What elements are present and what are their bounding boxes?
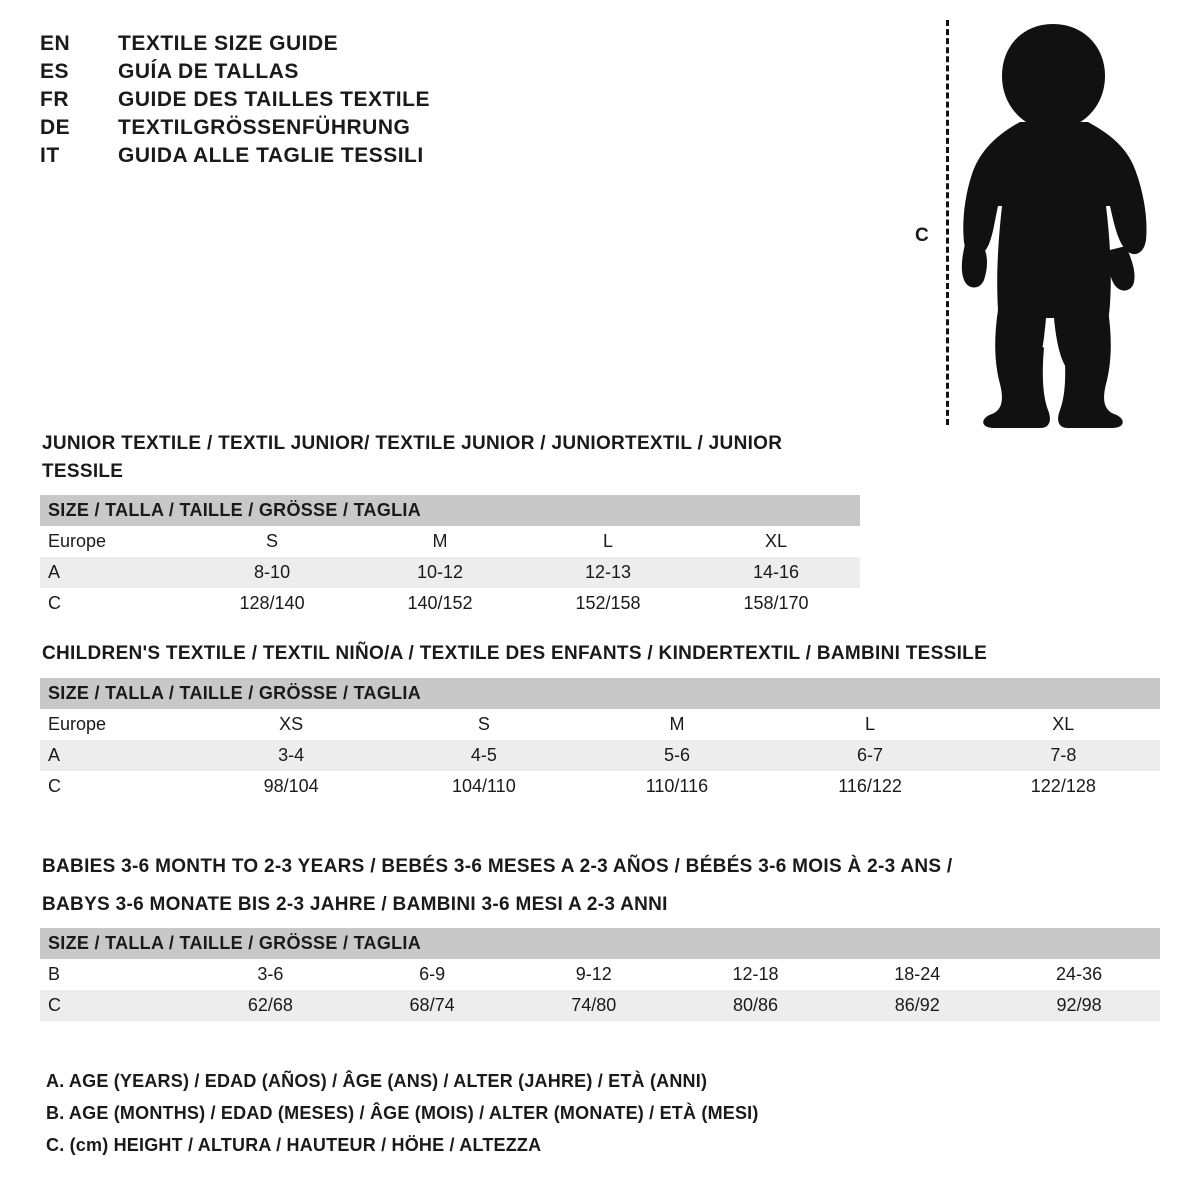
table-row: [40, 709, 1160, 740]
height-measure-label: C: [915, 225, 929, 246]
cell: 122/128: [1030, 775, 1096, 796]
cell: 128/140: [239, 593, 305, 614]
table-band-row: [40, 678, 1160, 709]
cell: 140/152: [407, 593, 473, 614]
cell: 24-36: [1056, 964, 1103, 985]
legend-line-c: C. (cm) HEIGHT / ALTURA / HAUTEUR / HÖHE / ALTEZZA: [46, 1135, 542, 1155]
cell: M: [432, 531, 448, 552]
child-silhouette-icon: [950, 18, 1160, 428]
section-heading: JUNIOR TEXTILE / TEXTIL JUNIOR/ TEXTILE JUNIOR / JUNIORTEXTIL / JUNIOR TESSILE: [42, 433, 783, 482]
table-band-label: SIZE / TALLA / TAILLE / GRÖSSE / TAGLIA: [40, 928, 1160, 959]
language-title: GUIDE DES TAILLES TEXTILE: [118, 88, 430, 111]
cell: 7-8: [1050, 744, 1077, 765]
cell: 68/74: [409, 995, 455, 1016]
section-junior-textile: [40, 430, 860, 645]
table-band-label: SIZE / TALLA / TAILLE / GRÖSSE / TAGLIA: [40, 678, 1160, 709]
section-childrens-textile: [40, 640, 1160, 828]
cell: 14-16: [752, 562, 800, 583]
language-code: FR: [40, 88, 69, 111]
cell: 8-10: [254, 562, 291, 583]
table-row: [40, 740, 1160, 771]
cell: 86/92: [894, 995, 940, 1016]
cell: 3-4: [278, 744, 305, 765]
cell: 104/110: [451, 775, 516, 796]
cell: 74/80: [571, 995, 617, 1016]
language-code: ES: [40, 60, 70, 83]
row-label: A: [48, 562, 61, 583]
cell: 12-13: [584, 562, 632, 583]
table-band-label: SIZE / TALLA / TAILLE / GRÖSSE / TAGLIA: [40, 495, 860, 526]
row-label: C: [48, 995, 61, 1016]
table-row: [40, 771, 1160, 802]
row-label: C: [48, 775, 61, 796]
section-babies-textile: [40, 853, 1160, 1047]
legend-block: [40, 1071, 1040, 1167]
junior-size-table: [40, 495, 860, 619]
cell: 98/104: [263, 775, 319, 796]
cell: 62/68: [247, 995, 293, 1016]
cell: 9-12: [575, 964, 612, 985]
measure-dashed-line: [946, 20, 949, 425]
cell: 10-12: [417, 562, 464, 583]
cell: L: [602, 531, 613, 552]
cell: XS: [279, 713, 304, 734]
cell: L: [865, 713, 876, 734]
cell: 6-7: [857, 744, 884, 765]
table-band-row: [40, 928, 1160, 959]
cell: 4-5: [470, 744, 497, 765]
language-row: [40, 32, 600, 56]
cell: XL: [1052, 713, 1075, 734]
language-title: GUIDA ALLE TAGLIE TESSILI: [118, 144, 424, 167]
language-row: [40, 144, 600, 168]
language-code: EN: [40, 32, 71, 55]
cell: S: [477, 713, 490, 734]
table-row: [40, 526, 860, 557]
height-measure-figure: [890, 10, 1170, 430]
cell: 158/170: [743, 593, 809, 614]
language-row: [40, 60, 600, 84]
language-title: TEXTILE SIZE GUIDE: [118, 32, 339, 55]
babies-size-table: [40, 928, 1160, 1021]
row-label: B: [48, 964, 61, 985]
cell: S: [266, 531, 279, 552]
cell: 5-6: [663, 744, 690, 765]
cell: 152/158: [575, 593, 641, 614]
table-row: [40, 557, 860, 588]
section-heading-line1: BABIES 3-6 MONTH TO 2-3 YEARS / BEBÉS 3-6 MESES A 2-3 AÑOS / BÉBÉS 3-6 MOIS À 2-3 ANS /: [42, 856, 953, 877]
row-label: C: [48, 593, 61, 614]
language-code: IT: [40, 144, 60, 167]
row-label: Europe: [48, 713, 107, 734]
cell: 3-6: [257, 964, 284, 985]
cell: 116/122: [838, 775, 902, 796]
cell: 92/98: [1056, 995, 1102, 1016]
cell: 18-24: [894, 964, 941, 985]
children-size-table: [40, 678, 1160, 802]
row-label: Europe: [48, 531, 107, 552]
table-row: [40, 588, 860, 619]
table-row: [40, 990, 1160, 1021]
legend-line-a: A. AGE (YEARS) / EDAD (AÑOS) / ÂGE (ANS) / ALTER (JAHRE) / ETÀ (ANNI): [46, 1071, 708, 1091]
language-row: [40, 88, 600, 112]
cell: XL: [764, 531, 787, 552]
table-row: [40, 959, 1160, 990]
legend-line-b: B. AGE (MONTHS) / EDAD (MESES) / ÂGE (MOIS) / ALTER (MONATE) / ETÀ (MESI): [46, 1103, 759, 1123]
cell: M: [669, 713, 685, 734]
cell: 12-18: [732, 964, 779, 985]
language-title-block: [40, 32, 600, 172]
table-band-row: [40, 495, 860, 526]
cell: 110/116: [645, 775, 709, 796]
language-code: DE: [40, 116, 71, 139]
language-title: GUÍA DE TALLAS: [118, 60, 299, 83]
section-heading-line2: BABYS 3-6 MONATE BIS 2-3 JAHRE / BAMBINI 3-6 MESI A 2-3 ANNI: [42, 893, 668, 915]
row-label: A: [48, 744, 61, 765]
language-title: TEXTILGRÖSSENFÜHRUNG: [118, 116, 411, 139]
cell: 80/86: [732, 995, 778, 1016]
section-heading: CHILDREN'S TEXTILE / TEXTIL NIÑO/A / TEXTILE DES ENFANTS / KINDERTEXTIL / BAMBINI TESSILE: [42, 643, 988, 664]
cell: 6-9: [419, 964, 446, 985]
language-row: [40, 116, 600, 140]
